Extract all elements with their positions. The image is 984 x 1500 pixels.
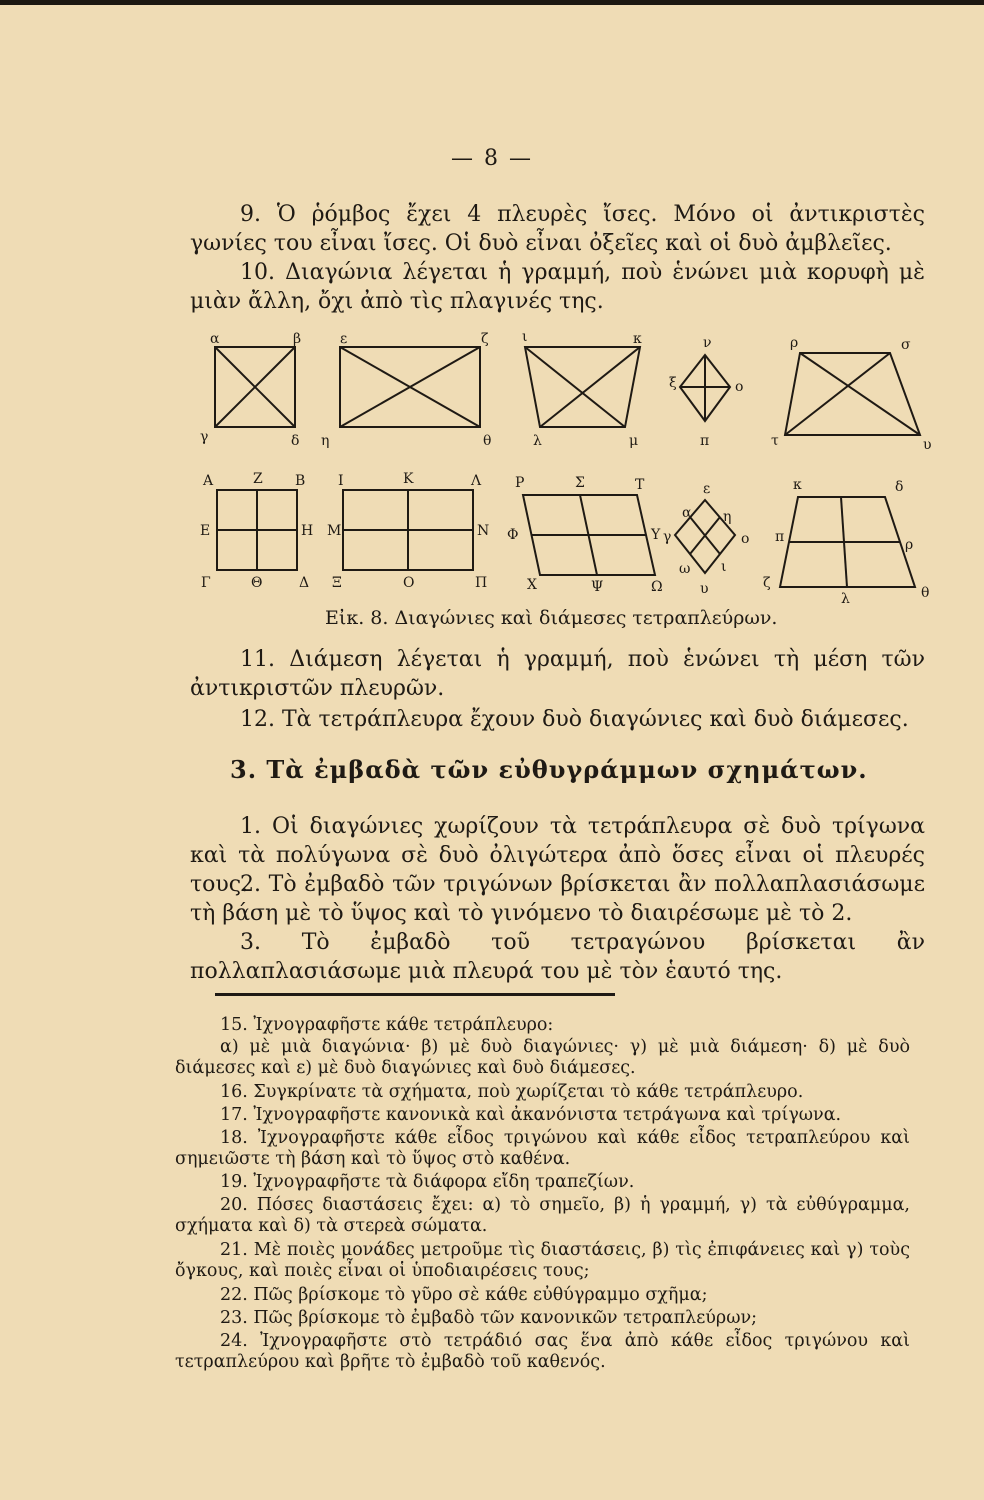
svg-text:Λ: Λ [471, 473, 482, 489]
trapezoid-with-medians [763, 477, 929, 607]
exercise-20: 20. Πόσες διαστάσεις ἔχει: α) τὸ σημεῖο, β) ἡ γραμμή, γ) τὰ εὐθύγραμμα, σχήματα καὶ δ) τὰ στερεὰ σώματα. [175, 1195, 910, 1237]
section-paragraph-3: 3. Τὸ ἐμβαδὸ τοῦ τετραγώνου βρίσκεται ἂν πολλαπλασιάσωμε μιὰ πλευρά του μὲ τὸν ἑαυτό της. [190, 930, 925, 984]
svg-text:τ: τ [771, 433, 779, 449]
section-paragraph-1: 1. Οἱ διαγώνιες χωρίζουν τὰ τετράπλευρα σὲ δυὸ τρίγωνα καὶ τὰ πολύγωνα σὲ δυὸ ὀλιγώτερα ἀπὸ ὅσες εἶναι οἱ πλευρές τους. [190, 814, 925, 897]
svg-text:μ: μ [629, 433, 639, 449]
svg-text:Μ: Μ [327, 523, 342, 539]
svg-text:δ: δ [895, 479, 904, 495]
svg-text:σ: σ [901, 337, 911, 353]
exercise-15: 15. Ἰχνογραφῆστε κάθε τετράπλευρο: [220, 1015, 554, 1035]
svg-text:κ: κ [633, 331, 642, 347]
paragraph-12: 12. Τὰ τετράπλευρα ἔχουν δυὸ διαγώνιες καὶ δυὸ διάμεσες. [240, 707, 909, 732]
svg-text:Ι: Ι [338, 473, 344, 489]
rhombus-with-medians [663, 481, 749, 597]
svg-text:Ξ: Ξ [332, 575, 342, 591]
section-paragraph-2: 2. Τὸ ἐμβαδὸ τῶν τριγώνων βρίσκεται ἂν πολλαπλασιάσωμε τὴ βάση μὲ τὸ ὕψος καὶ τὸ γινόμενο τὸ διαιρέσωμε μὲ τὸ 2. [190, 872, 925, 926]
svg-text:ρ: ρ [905, 537, 914, 553]
svg-text:ξ: ξ [669, 375, 677, 391]
svg-text:Ο: Ο [403, 575, 415, 591]
svg-text:γ: γ [200, 429, 209, 445]
svg-text:Β: Β [295, 473, 306, 489]
svg-text:η: η [723, 509, 732, 525]
exercise-19: 19. Ἰχνογραφῆστε τὰ διάφορα εἴδη τραπεζίων. [220, 1172, 635, 1192]
svg-text:ε: ε [703, 481, 711, 497]
svg-text:η: η [321, 433, 330, 449]
exercise-21: 21. Μὲ ποιὲς μονάδες μετροῦμε τὶς διαστάσεις, β) τὶς ἐπιφάνειες καὶ γ) τοὺς ὄγκους, καὶ ποιὲς εἶναι οἱ ὑποδιαιρέσεις τους; [175, 1240, 910, 1282]
paragraph-9: 9. Ὁ ῥόμβος ἔχει 4 πλευρὲς ἴσες. Μόνο οἱ ἀντικριστὲς γωνίες του εἶναι ἴσες. Οἱ δυὸ εἶναι ὀξεῖες καὶ οἱ δυὸ ἀμβλεῖες. [190, 202, 925, 256]
svg-text:Τ: Τ [635, 477, 645, 493]
rectangle-with-diagonals [321, 331, 491, 449]
rhombus-with-diagonals [669, 335, 743, 449]
exercise-22: 22. Πῶς βρίσκομε τὸ γῦρο σὲ κάθε εὐθύγραμμο σχῆμα; [220, 1285, 708, 1305]
top-border [0, 0, 984, 5]
svg-text:Ν: Ν [477, 523, 490, 539]
exercise-18: 18. Ἰχνογραφῆστε κάθε εἶδος τριγώνου καὶ κάθε εἶδος τετραπλεύρου καὶ σημειῶστε τὴ βάση καὶ τὸ ὕψος στὸ καθένα. [175, 1128, 910, 1170]
paragraph-10: 10. Διαγώνια λέγεται ἡ γραμμή, ποὺ ἑνώνει μιὰ κορυφὴ μὲ μιὰν ἄλλη, ὄχι ἀπὸ τὶς πλαγινές της. [190, 260, 925, 314]
svg-text:Θ: Θ [251, 575, 263, 591]
svg-text:λ: λ [841, 591, 850, 607]
svg-text:Γ: Γ [201, 575, 211, 591]
section-heading: 3. Τὰ ἐμβαδὰ τῶν εὐθυγράμμων σχημάτων. [230, 755, 868, 784]
trapezoid-with-diagonals [771, 335, 932, 453]
svg-text:υ: υ [700, 581, 709, 597]
svg-text:λ: λ [533, 433, 542, 449]
svg-text:Ω: Ω [651, 579, 663, 595]
svg-text:θ: θ [921, 585, 930, 601]
svg-text:Ζ: Ζ [253, 471, 263, 487]
svg-text:ω: ω [679, 561, 691, 577]
svg-text:ν: ν [703, 335, 712, 351]
svg-text:ι: ι [721, 559, 727, 575]
svg-text:κ: κ [793, 477, 802, 493]
exercise-16: 16. Συγκρίνατε τὰ σχήματα, ποὺ χωρίζεται τὸ κάθε τετράπλευρο. [220, 1082, 804, 1102]
svg-text:Σ: Σ [575, 475, 585, 491]
exercise-17: 17. Ἰχνογραφῆστε κανονικὰ καὶ ἀκανόνιστα τετράγωνα καὶ τρίγωνα. [220, 1105, 842, 1125]
parallelogram-with-diagonals [522, 329, 642, 449]
svg-text:ζ: ζ [481, 331, 489, 347]
svg-text:θ: θ [483, 433, 492, 449]
svg-text:Δ: Δ [299, 575, 310, 591]
svg-text:Π: Π [475, 575, 488, 591]
section-divider [215, 993, 615, 996]
paragraph-11: 11. Διάμεση λέγεται ἡ γραμμή, ποὺ ἑνώνει τὴ μέση τῶν ἀντικριστῶν πλευρῶν. [190, 647, 925, 701]
exercise-24: 24. Ἰχνογραφῆστε στὸ τετράδιό σας ἕνα ἀπὸ κάθε εἶδος τριγώνου καὶ τετραπλεύρου καὶ βρῆτε τὸ ἐμβαδὸ τοῦ καθενός. [175, 1331, 910, 1373]
figure-diagonals-medians [195, 325, 940, 610]
svg-text:ι: ι [522, 329, 528, 345]
svg-text:Α: Α [203, 473, 214, 489]
svg-text:ζ: ζ [763, 575, 771, 591]
svg-text:Χ: Χ [527, 577, 537, 593]
rectangle-with-medians [327, 471, 489, 591]
square-with-medians [200, 471, 313, 591]
svg-text:ο: ο [741, 531, 750, 547]
svg-text:Φ: Φ [507, 527, 519, 543]
page-number: — 8 — [451, 146, 533, 171]
svg-text:υ: υ [923, 437, 932, 453]
svg-text:Υ: Υ [651, 527, 661, 543]
label: α [210, 331, 220, 347]
svg-text:ο: ο [735, 379, 744, 395]
svg-text:Ψ: Ψ [591, 579, 604, 595]
svg-text:ρ: ρ [790, 335, 799, 351]
svg-text:α: α [682, 505, 692, 521]
square-with-diagonals [200, 331, 301, 449]
figure-caption: Εἰκ. 8. Διαγώνιες καὶ διάμεσες τετραπλεύρων. [325, 607, 778, 629]
svg-text:Η: Η [301, 523, 314, 539]
svg-text:β: β [293, 331, 302, 347]
svg-text:Κ: Κ [403, 471, 414, 487]
svg-text:γ: γ [663, 529, 672, 545]
svg-text:Ε: Ε [200, 523, 211, 539]
svg-text:ε: ε [340, 331, 348, 347]
exercise-23: 23. Πῶς βρίσκομε τὸ ἐμβαδὸ τῶν κανονικῶν τετραπλεύρων; [220, 1308, 758, 1328]
svg-text:π: π [775, 529, 785, 545]
parallelogram-with-medians [507, 475, 663, 595]
exercise-15-items: α) μὲ μιὰ διαγώνια· β) μὲ δυὸ διαγώνιες· γ) μὲ μιὰ διάμεση· δ) μὲ δυὸ διάμεσες καὶ ε) μὲ δυὸ διαγώνιες καὶ δυὸ διάμεσες. [175, 1037, 910, 1079]
svg-text:Ρ: Ρ [515, 475, 525, 491]
svg-text:π: π [700, 433, 710, 449]
svg-text:δ: δ [291, 433, 300, 449]
